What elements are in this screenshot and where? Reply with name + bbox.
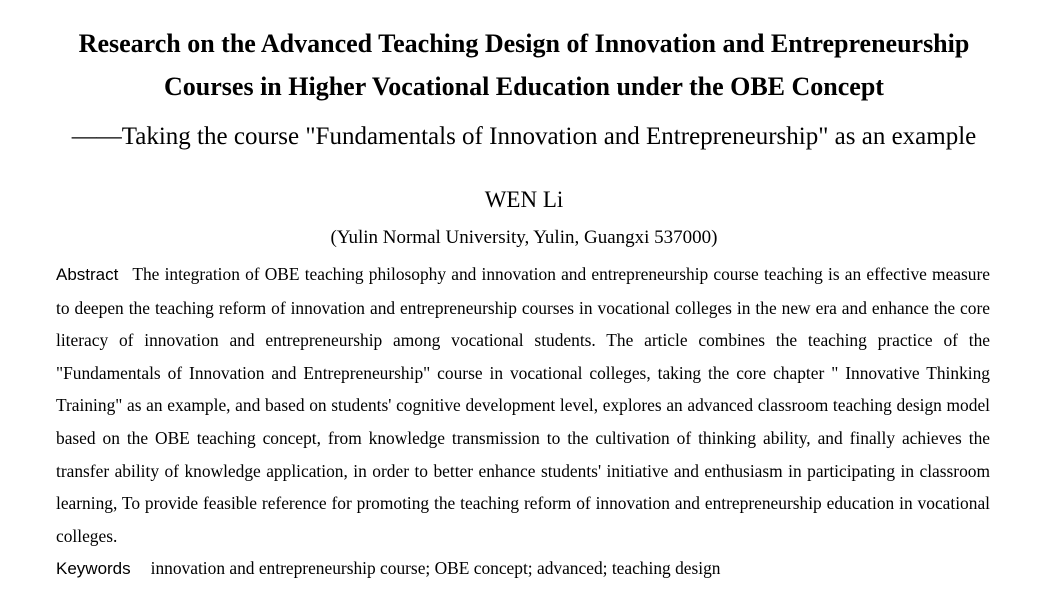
paper-subtitle: ——Taking the course "Fundamentals of Innovation and Entrepreneurship" as an example [71, 123, 977, 150]
paper-title-line-1: Research on the Advanced Teaching Design of Innovation and Entrepreneurship [78, 29, 970, 58]
abstract-label: Abstract [56, 265, 119, 284]
keywords-label: Keywords [56, 559, 131, 578]
paper-title [0, 22, 1048, 108]
keywords-section [56, 552, 990, 585]
paper-title-line-2: Courses in Higher Vocational Education under the OBE Concept [164, 72, 884, 101]
keywords-text: innovation and entrepreneurship course; OBE concept; advanced; teaching design [150, 558, 721, 578]
abstract-section [56, 258, 990, 552]
abstract-text: The integration of OBE teaching philosophy and innovation and entrepreneurship course teaching is an effective measure to deepen the teaching reform of innovation and entrepreneurship courses in vocational colleges in the new era and enhance the core literacy of innovation and entrepreneurship among vocational students. The article combines the teaching practice of the "Fundamentals of Innovation and Entrepreneurship" course in vocational colleges, taking the core chapter " Innovative Thinking Training" as an example, and based on students' cognitive development level, explores an advanced classroom teaching design model based on the OBE teaching concept, from knowledge transmission to the cultivation of thinking ability, and finally achieves the transfer ability of knowledge application, in order to better enhance students' initiative and enthusiasm in participating in classroom learning, To provide feasible reference for promoting the teaching reform of innovation and entrepreneurship education in vocational colleges. [56, 264, 990, 546]
author-name: WEN Li [484, 187, 564, 212]
author-affiliation: (Yulin Normal University, Yulin, Guangxi 537000) [330, 227, 718, 248]
